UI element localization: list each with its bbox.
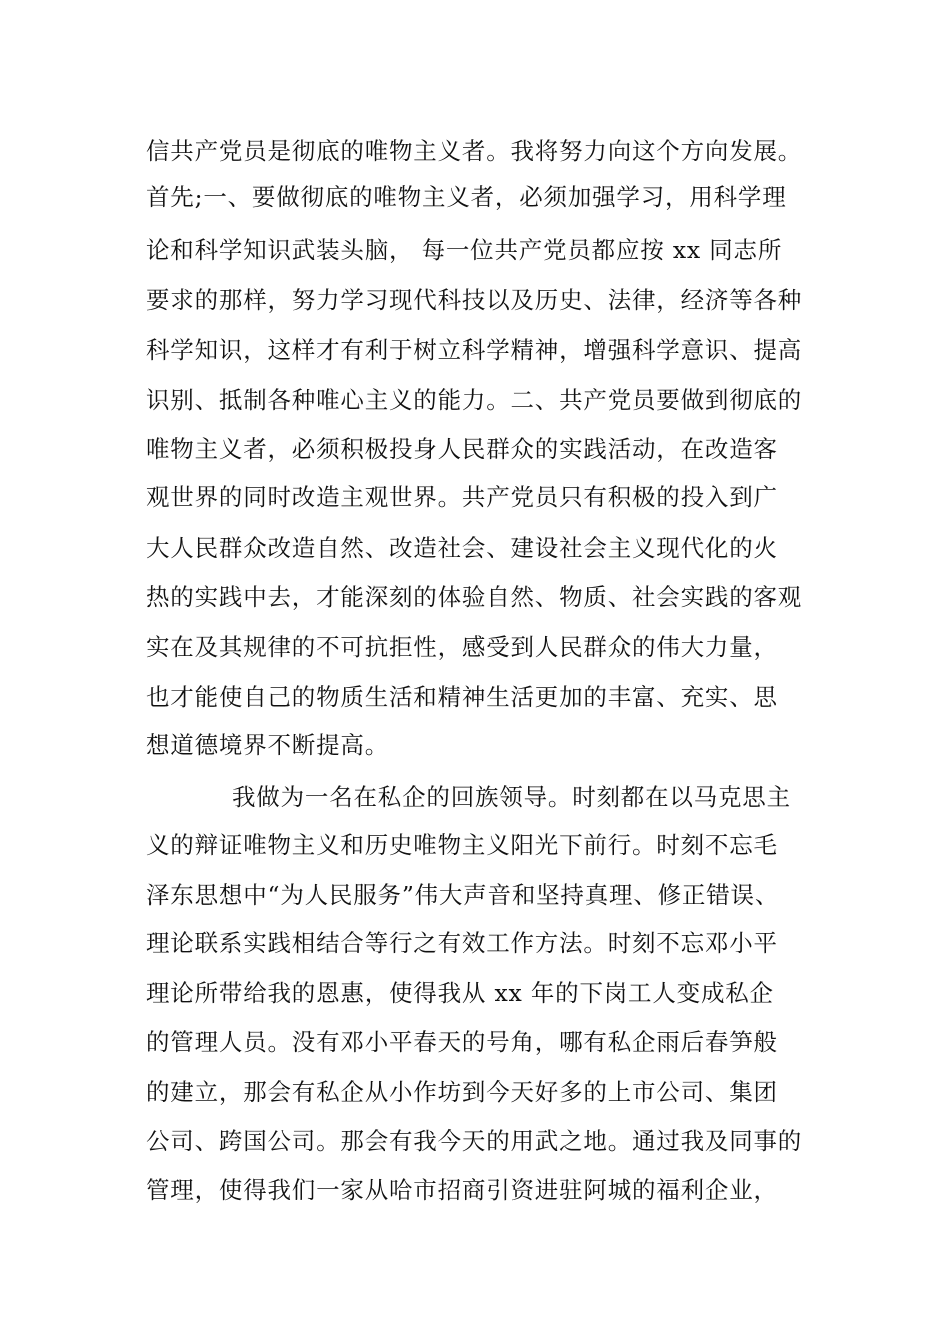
paragraph-1-line: 热的实践中去，才能深刻的体验自然、物质、社会实践的客观 [146, 583, 803, 611]
paragraph-1-line: 观世界的同时改造主观世界。共产党员只有积极的投入到广 [146, 483, 778, 511]
paragraph-2-line: 我做为一名在私企的回族领导。时刻都在以马克思主 [232, 783, 791, 811]
paragraph-1-line: 信共产党员是彻底的唯物主义者。我将努力向这个方向发展。 [146, 137, 803, 165]
paragraph-1-line: 大人民群众改造自然、改造社会、建设社会主义现代化的火 [146, 534, 778, 562]
paragraph-1-line: 也才能使自己的物质生活和精神生活更加的丰富、充实、思 [146, 683, 778, 711]
paragraph-2-line: 理论联系实践相结合等行之有效工作方法。时刻不忘邓小平 [146, 929, 778, 957]
paragraph-2-line: 管理，使得我们一家从哈市招商引资进驻阿城的福利企业， [146, 1176, 778, 1204]
paragraph-2-line: 泽东思想中“为人民服务”伟大声音和坚持真理、修正错误、 [146, 881, 780, 909]
paragraph-1-line: 识别、抵制各种唯心主义的能力。二、共产党员要做到彻底的 [146, 386, 803, 414]
paragraph-1-line: 唯物主义者，必须积极投身人民群众的实践活动，在改造客 [146, 435, 778, 463]
paragraph-1-line: 科学知识，这样才有利于树立科学精神，增强科学意识、提高 [146, 336, 803, 364]
paragraph-1-line: 论和科学知识武装头脑， 每一位共产党员都应按 xx 同志所 [146, 236, 783, 264]
paragraph-2-line: 义的辩证唯物主义和历史唯物主义阳光下前行。时刻不忘毛 [146, 831, 778, 859]
paragraph-1-line: 要求的那样，努力学习现代科技以及历史、法律，经济等各种 [146, 286, 803, 314]
paragraph-2-line: 的建立，那会有私企从小作坊到今天好多的上市公司、集团 [146, 1078, 778, 1106]
paragraph-2-line: 的管理人员。没有邓小平春天的号角，哪有私企雨后春笋般 [146, 1028, 778, 1056]
paragraph-2-line: 公司、跨国公司。那会有我今天的用武之地。通过我及同事的 [146, 1127, 803, 1155]
paragraph-1-line: 实在及其规律的不可抗拒性，感受到人民群众的伟大力量， [146, 633, 778, 661]
paragraph-1-line: 想道德境界不断提高。 [146, 731, 389, 759]
paragraph-1-line: 首先;一、要做彻底的唯物主义者，必须加强学习，用科学理 [146, 183, 787, 211]
paragraph-2-line: 理论所带给我的恩惠，使得我从 xx 年的下岗工人变成私企 [146, 979, 774, 1007]
